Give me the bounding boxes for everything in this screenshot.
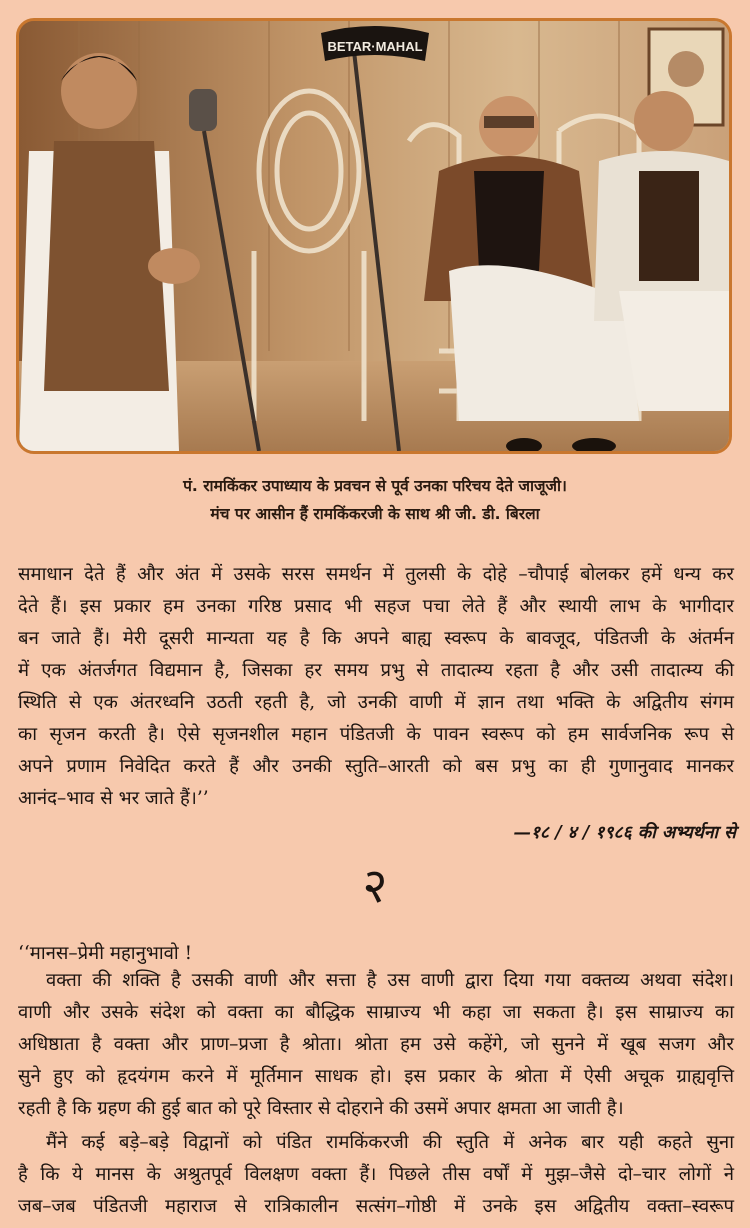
- photo-illustration: [19, 21, 729, 451]
- paragraph-1-line: में एक अंतर्जगत विद्यमान है, जिसका हर समय प्रभु से तादात्म्य रहता है और उसी तादात्म्य की: [18, 660, 734, 681]
- paragraph-1-line: देते हैं। इस प्रकार हम उनका गरिष्ठ प्रसाद भी सहज पचा लेते हैं और स्थायी लाभ के भागीदार: [18, 596, 734, 617]
- photo-caption-line-2: मंच पर आसीन हैं रामकिंकरजी के साथ श्री जी. डी. बिरला: [210, 505, 540, 523]
- paragraph-2-line: वाणी और उसके संदेश को वक्ता का बौद्धिक साम्राज्य भी कहा जा सकता है। इस साम्राज्य का: [18, 1002, 734, 1023]
- paragraph-1-line: का सृजन करती है। ऐसे सृजनशील महान पंडितजी के पावन स्वरूप को हम सार्वजनिक रूप से: [18, 724, 734, 745]
- paragraph-2-line: अधिष्ठाता है वक्ता और प्राण–प्रजा है श्रोता। श्रोता हम उसे कहेंगे, जो सुनने में खूब सजग और: [18, 1034, 734, 1055]
- paragraph-3-line: है कि ये मानस के अश्रुतपूर्व विलक्षण वक्ता हैं। पिछले तीस वर्षों में मुझ–जैसे दो–चार लोगों ने: [18, 1164, 734, 1185]
- paragraph-1-line: आनंद–भाव से भर जाते हैं।’’: [18, 788, 209, 809]
- paragraph-2-line: रहती है कि ग्रहण की हुई बात को पूरे विस्तार से दोहराने की उसमें अपार क्षमता आ जाती है।: [18, 1098, 624, 1119]
- paragraph-1-line: अपने प्रणाम निवेदित करते हैं और उनकी स्तुति–आरती को बस प्रभु का ही गुणानुवाद मानकर: [18, 756, 734, 777]
- section-number: २: [362, 858, 388, 914]
- paragraph-3-line: मैंने कई बड़े–बड़े विद्वानों को पंडित रामकिंकरजी की स्तुति में अनेक बार यही कहते सुना: [46, 1132, 734, 1153]
- event-photo: [16, 18, 732, 454]
- paragraph-2-line: वक्ता की शक्ति है उसकी वाणी और सत्ता है उस वाणी द्वारा दिया गया वक्तव्य अथवा संदेश।: [46, 970, 734, 991]
- paragraph-1-line: स्थिति से एक अंतरध्वनि उठती रहती है, जो उनकी वाणी में ज्ञान तथा भक्ति के अद्वितीय संगम: [18, 692, 734, 713]
- paragraph-1-line: समाधान देते हैं और अंत में उसके सरस समर्थन में तुलसी के दोहे –चौपाई बोलकर हमें धन्य कर: [18, 564, 734, 585]
- salutation: ‘‘मानस–प्रेमी महानुभावो !: [18, 943, 193, 964]
- paragraph-3-line: जब–जब पंडितजी महाराज से रात्रिकालीन सत्संग–गोष्ठी में उनके इस अद्वितीय वक्ता–स्वरूप: [18, 1196, 734, 1217]
- sign-text: BETAR·MAHAL: [327, 39, 423, 54]
- paragraph-2-line: सुने हुए को हृदयंगम करने में मूर्तिमान साधक हो। इस प्रकार के श्रोता में ऐसी अचूक ग्राह्यवृत्ति: [18, 1066, 734, 1087]
- attribution-date: —१८ / ४ / १९८६ की अभ्यर्थना से: [513, 823, 736, 843]
- paragraph-1-line: बन जाते हैं। मेरी दूसरी मान्यता यह है कि अपने बाह्य स्वरूप के बावजूद, पंडितजी के अंतर्मन: [18, 628, 734, 649]
- photo-caption-line-1: पं. रामकिंकर उपाध्याय के प्रवचन से पूर्व उनका परिचय देते जाजूजी।: [183, 477, 567, 495]
